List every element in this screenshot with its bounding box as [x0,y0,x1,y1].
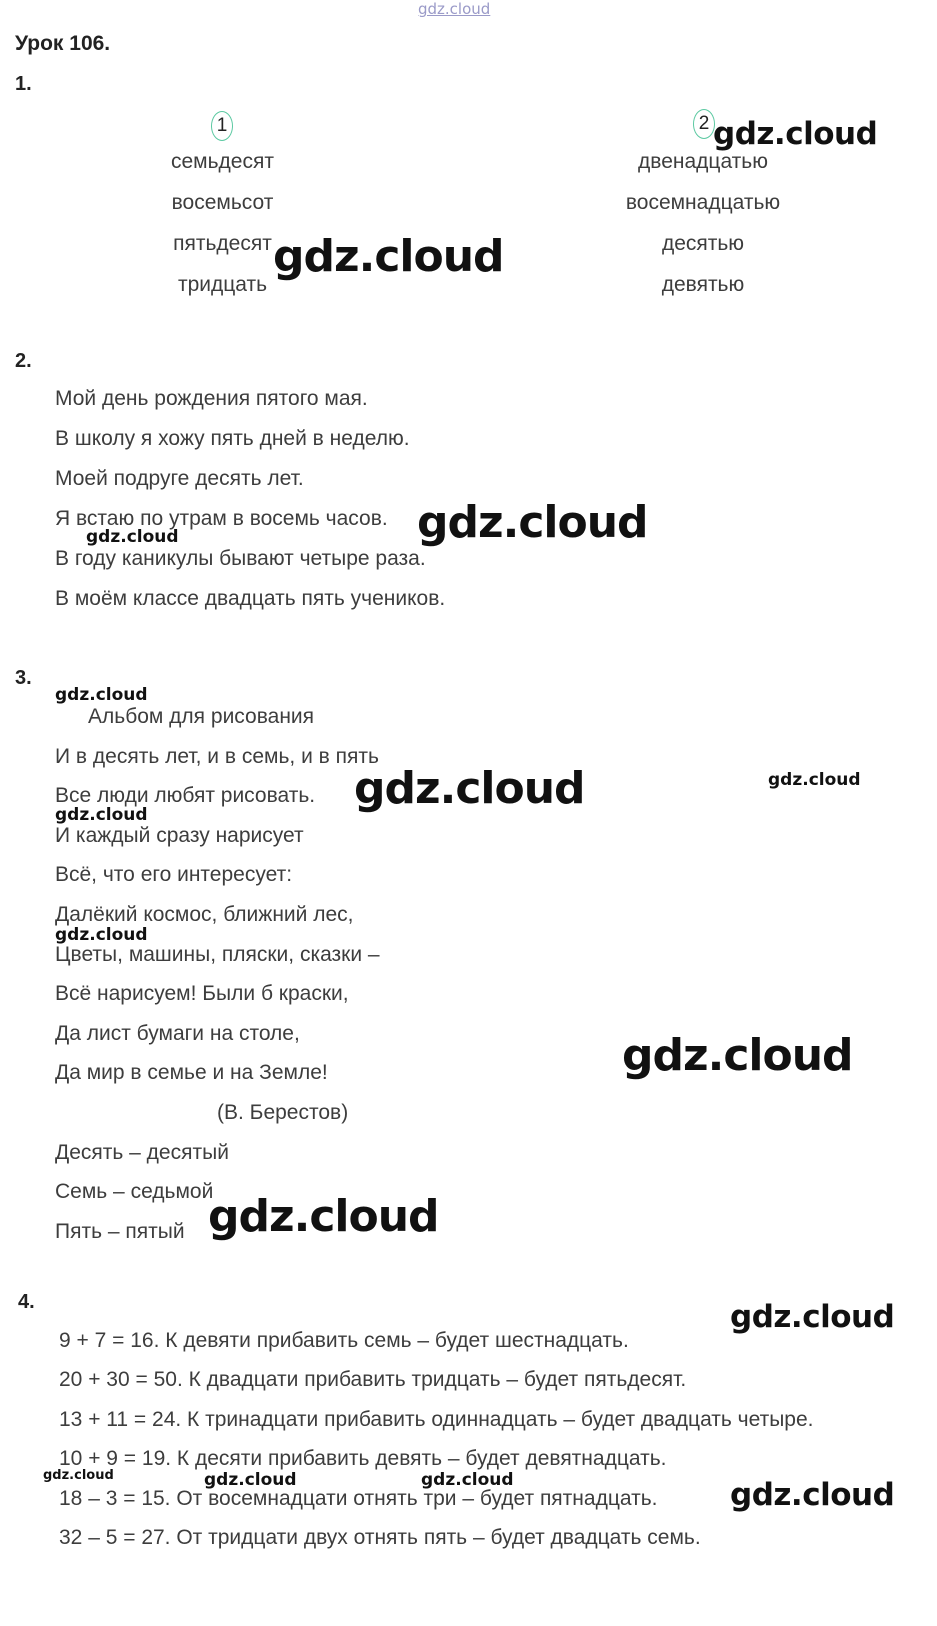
task-2-line: В моём классе двадцать пять учеников. [55,587,446,610]
task-2-line: В году каникулы бывают четыре раза. [55,547,426,570]
word-item: восемьсот [171,191,274,214]
watermark: gdz.cloud [730,1477,895,1513]
watermark: gdz.cloud [55,805,148,825]
equation-line: 32 – 5 = 27. От тридцати двух отнять пять – будет двадцать семь. [59,1526,701,1549]
poem-line: Далёкий космос, ближний лес, [55,903,354,926]
task-2-line: Я встаю по утрам в восемь часов. [55,507,388,530]
poem-line: Цветы, машины, пляски, сказки – [55,943,380,966]
watermark: gdz.cloud [273,231,504,282]
watermark: gdz.cloud [43,1468,114,1483]
watermark: gdz.cloud [730,1299,895,1335]
task-2-line: Мой день рождения пятого мая. [55,387,368,410]
task-4-number: 4. [18,1291,35,1313]
watermark: gdz.cloud [417,497,648,548]
word-item: тридцать [177,273,268,296]
word-pair: Десять – десятый [55,1141,229,1164]
column-2-marker: 2 [693,109,715,139]
poem-line: Да лист бумаги на столе, [55,1022,300,1045]
task-3-number: 3. [15,667,32,689]
poem-title: Альбом для рисования [88,705,315,728]
word-item: семьдесят [171,150,274,173]
word-pair: Пять – пятый [55,1220,185,1243]
watermark: gdz.cloud [421,1470,514,1490]
poem-line: Да мир в семье и на Земле! [55,1061,328,1084]
lesson-title: Урок 106. [15,32,111,55]
poem-line: Всё нарисуем! Были б краски, [55,982,349,1005]
word-item: десятью [661,232,745,255]
equation-line: 18 – 3 = 15. От восемнадцати отнять три – будет пятнадцать. [59,1487,658,1510]
word-item: двенадцатью [638,150,768,173]
poem-line: Всё, что его интересует: [55,863,293,886]
word-pair: Семь – седьмой [55,1180,214,1203]
watermark: gdz.cloud [204,1470,297,1490]
column-1-marker: 1 [211,111,233,141]
word-item: девятью [661,273,745,296]
equation-line: 10 + 9 = 19. К десяти прибавить девять – будет девятнадцать. [59,1447,667,1470]
task-2-line: Моей подруге десять лет. [55,467,304,490]
watermark: gdz.cloud [768,770,861,790]
watermark: gdz.cloud [208,1191,439,1242]
watermark: gdz.cloud [55,685,148,705]
poem-line: Все люди любят рисовать. [55,784,316,807]
equation-line: 13 + 11 = 24. К тринадцати прибавить одиннадцать – будет двадцать четыре. [59,1408,814,1431]
task-1-number: 1. [15,73,32,95]
watermark: gdz.cloud [713,116,878,152]
word-item: восемнадцатью [625,191,781,214]
equation-line: 20 + 30 = 50. К двадцати прибавить тридцать – будет пятьдесят. [59,1368,687,1391]
watermark: gdz.cloud [86,527,179,547]
word-item: пятьдесят [173,232,272,255]
poem-line: И в десять лет, и в семь, и в пять [55,745,379,768]
watermark: gdz.cloud [354,763,585,814]
watermark: gdz.cloud [622,1030,853,1081]
watermark: gdz.cloud [55,925,148,945]
watermark-top: gdz.cloud [418,0,491,18]
poem-author: (В. Берестов) [217,1101,349,1124]
poem-line: И каждый сразу нарисует [55,824,304,847]
equation-line: 9 + 7 = 16. К девяти прибавить семь – будет шестнадцать. [59,1329,629,1352]
task-1-column-1 [130,148,315,312]
task-2-number: 2. [15,350,32,372]
task-1-column-2 [593,148,813,312]
task-2-line: В школу я хожу пять дней в неделю. [55,427,410,450]
